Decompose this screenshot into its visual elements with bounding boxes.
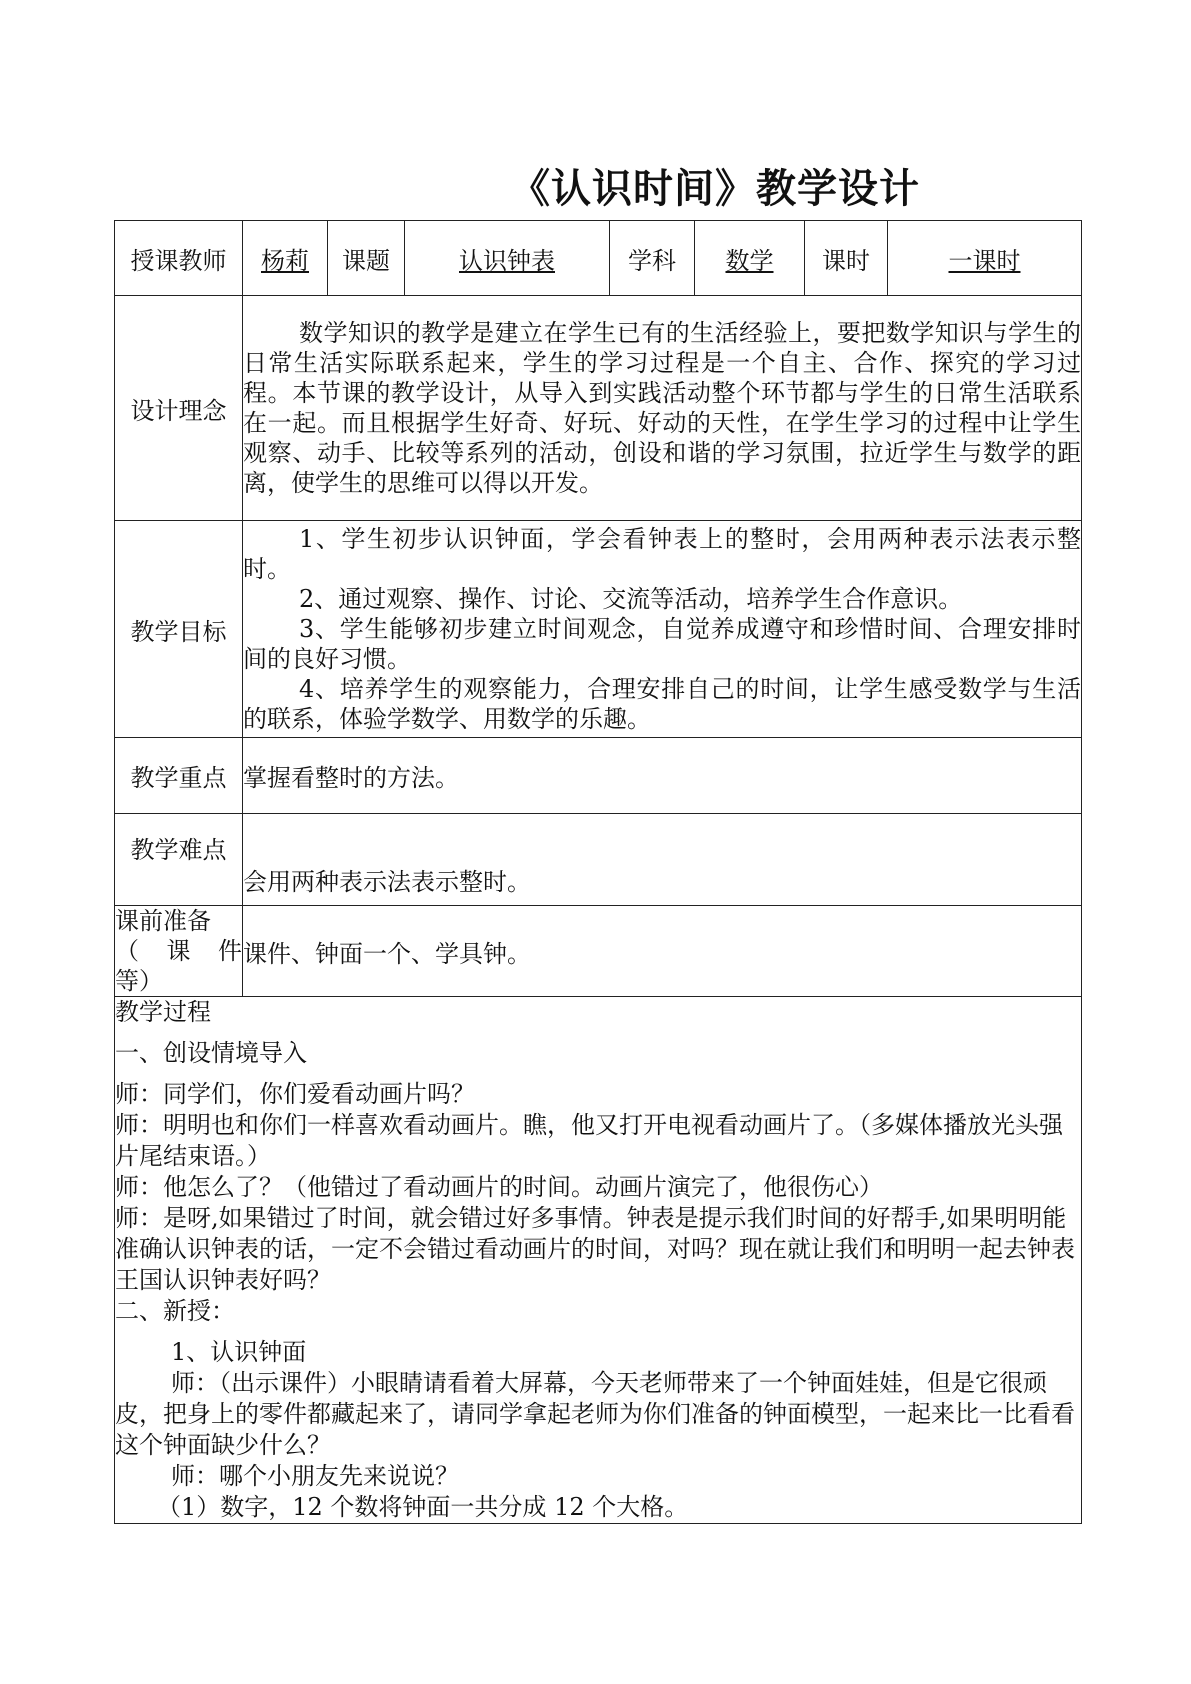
header-row <box>115 221 1082 296</box>
concept-row <box>115 296 1082 521</box>
key-point-text: 掌握看整时的方法。 <box>243 738 1082 814</box>
period-value: 一课时 <box>948 246 1021 275</box>
dialog-line: 师：他怎么了？（他错过了看动画片的时间。动画片演完了，他很伤心） <box>115 1173 883 1201</box>
subject-label: 学科 <box>610 221 695 296</box>
lesson-plan-table <box>114 220 1082 1524</box>
process-section-1: 一、创设情境导入 <box>115 1039 307 1067</box>
difficulty-label: 教学难点 <box>115 814 243 906</box>
key-point-label: 教学重点 <box>115 738 243 814</box>
goal-item: 1、学生初步认识钟面，学会看钟表上的整时，会用两种表示法表示整时。 <box>243 525 1081 583</box>
key-point-row <box>115 738 1082 814</box>
topic-label: 课题 <box>328 221 405 296</box>
process-row <box>115 997 1082 1524</box>
process-section-2: 二、新授： <box>115 1297 235 1325</box>
preparation-row <box>115 906 1082 997</box>
goal-item: 2、通过观察、操作、讨论、交流等活动，培养学生合作意识。 <box>299 585 963 613</box>
process-cell <box>115 997 1082 1524</box>
difficulty-row <box>115 814 1082 906</box>
period-label: 课时 <box>805 221 888 296</box>
topic-value: 认识钟表 <box>459 246 555 275</box>
teacher-label: 授课教师 <box>115 221 243 296</box>
preparation-label-line3: 等） <box>115 967 163 995</box>
process-subsection: 1、认识钟面 <box>171 1338 307 1366</box>
goals-row <box>115 521 1082 738</box>
goal-item: 4、培养学生的观察能力，合理安排自己的时间，让学生感受数学与生活的联系，体验学数学、用数学的乐趣。 <box>243 675 1081 733</box>
dialog-line: 师：明明也和你们一样喜欢看动画片。瞧，他又打开电视看动画片了。（多媒体播放光头强片尾结束语。） <box>115 1111 1063 1170</box>
dialog-line: 师：同学们，你们爱看动画片吗？ <box>115 1080 475 1108</box>
concept-text: 数学知识的教学是建立在学生已有的生活经验上，要把数学知识与学生的日常生活实际联系起来，学生的学习过程是一个自主、合作、探究的学习过程。本节课的教学设计，从导入到实践活动整个环节都与学生的日常生活联系在一起。而且根据学生好奇、好玩、好动的天性，在学生学习的过程中让学生观察、动手、比较等系列的活动，创设和谐的学习氛围，拉近学生与数学的距离，使学生的思维可以得以开发。 <box>243 319 1081 497</box>
page-title: 《认识时间》教学设计 <box>510 166 920 212</box>
goals-label: 教学目标 <box>115 521 243 738</box>
process-paragraph: 师：（出示课件）小眼睛请看着大屏幕，今天老师带来了一个钟面娃娃，但是它很顽皮，把身上的零件都藏起来了，请同学拿起老师为你们准备的钟面模型，一起来比一比看看这个钟面缺少什么？ <box>115 1369 1075 1459</box>
preparation-label-char1: 课 <box>166 937 191 965</box>
difficulty-text: 会用两种表示法表示整时。 <box>243 814 1082 906</box>
concept-label: 设计理念 <box>115 296 243 521</box>
process-paragraph: （1）数字，12 个数将钟面一共分成 12 个大格。 <box>157 1493 689 1521</box>
preparation-label <box>115 906 243 997</box>
preparation-text: 课件、钟面一个、学具钟。 <box>243 906 1082 997</box>
subject-value: 数学 <box>725 246 774 275</box>
preparation-label-bracket: （ <box>115 937 139 965</box>
dialog-line: 师：是呀,如果错过了时间，就会错过好多事情。钟表是提示我们时间的好帮手,如果明明能准确认识钟表的话，一定不会错过看动画片的时间，对吗？现在就让我们和明明一起去钟表王国认识钟表好吗？ <box>115 1204 1075 1294</box>
process-paragraph: 师：哪个小朋友先来说说？ <box>171 1462 459 1490</box>
process-heading: 教学过程 <box>115 998 211 1026</box>
preparation-label-char2: 件 <box>218 937 242 965</box>
goal-item: 3、学生能够初步建立时间观念，自觉养成遵守和珍惜时间、合理安排时间的良好习惯。 <box>243 615 1081 673</box>
teacher-name: 杨莉 <box>261 246 309 275</box>
preparation-label-line1: 课前准备 <box>115 907 211 935</box>
